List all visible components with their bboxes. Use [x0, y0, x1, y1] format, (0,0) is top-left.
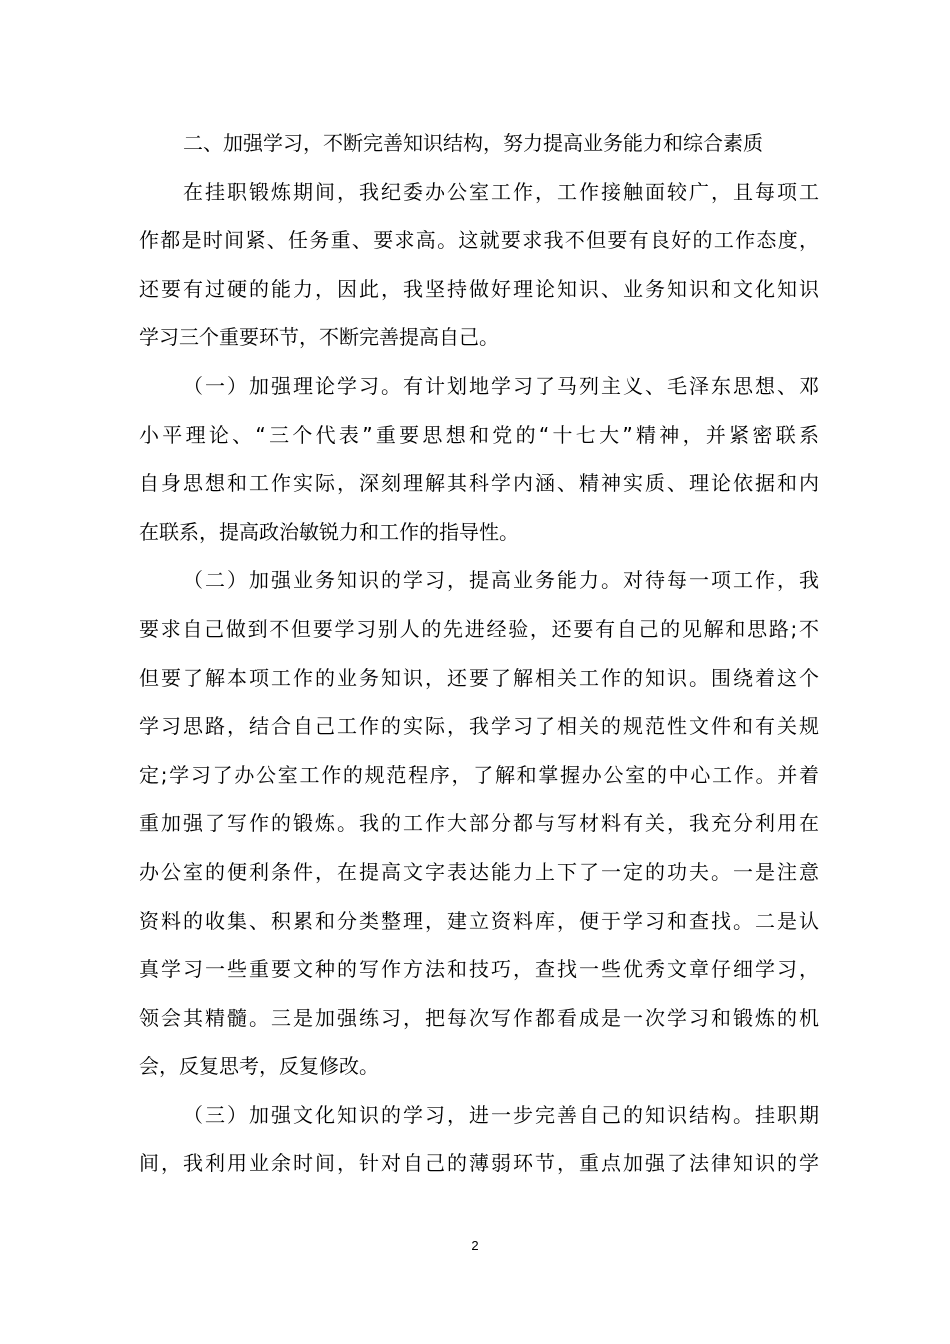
text-line: 学习思路，结合自己工作的实际，我学习了相关的规范性文件和有关规: [139, 714, 819, 739]
text-line: 还要有过硬的能力，因此，我坚持做好理论知识、业务知识和文化知识: [139, 276, 819, 301]
text-line: 领会其精髓。三是加强练习，把每次写作都看成是一次学习和锻炼的机: [139, 1005, 819, 1030]
text-line: 在联系，提高政治敏锐力和工作的指导性。: [139, 519, 519, 544]
text-line: （三）加强文化知识的学习，进一步完善自己的知识结构。挂职期: [183, 1102, 819, 1127]
page-number: 2: [471, 1238, 479, 1253]
text-line: 但要了解本项工作的业务知识，还要了解相关工作的知识。围绕着这个: [139, 665, 819, 690]
text-line: 定;学习了办公室工作的规范程序，了解和掌握办公室的中心工作。并着: [139, 762, 819, 787]
text-line: 办公室的便利条件，在提高文字表达能力上下了一定的功夫。一是注意: [139, 859, 819, 884]
text-line: 作都是时间紧、任务重、要求高。这就要求我不但要有良好的工作态度，: [139, 228, 819, 253]
text-line: 间，我利用业余时间，针对自己的薄弱环节，重点加强了法律知识的学: [139, 1151, 819, 1176]
text-line: （一）加强理论学习。有计划地学习了马列主义、毛泽东思想、邓: [183, 373, 819, 398]
text-line: 小平理论、“三个代表”重要思想和党的“十七大”精神，并紧密联系: [139, 422, 819, 447]
text-line: 重加强了写作的锻炼。我的工作大部分都与写材料有关，我充分利用在: [139, 811, 819, 836]
text-line: 会，反复思考，反复修改。: [139, 1054, 379, 1079]
text-line: 二、加强学习，不断完善知识结构，努力提高业务能力和综合素质: [183, 131, 763, 155]
text-line: 资料的收集、积累和分类整理，建立资料库，便于学习和查找。二是认: [139, 908, 819, 933]
text-line: 在挂职锻炼期间，我纪委办公室工作，工作接触面较广，且每项工: [183, 179, 819, 204]
body-text: [139, 119, 819, 1188]
text-line: （二）加强业务知识的学习，提高业务能力。对待每一项工作，我: [183, 568, 819, 593]
text-line: 要求自己做到不但要学习别人的先进经验，还要有自己的见解和思路;不: [139, 616, 819, 641]
text-line: 真学习一些重要文种的写作方法和技巧，查找一些优秀文章仔细学习，: [139, 957, 819, 982]
text-line: 自身思想和工作实际，深刻理解其科学内涵、精神实质、理论依据和内: [139, 471, 819, 496]
text-line: 学习三个重要环节，不断完善提高自己。: [139, 325, 499, 350]
